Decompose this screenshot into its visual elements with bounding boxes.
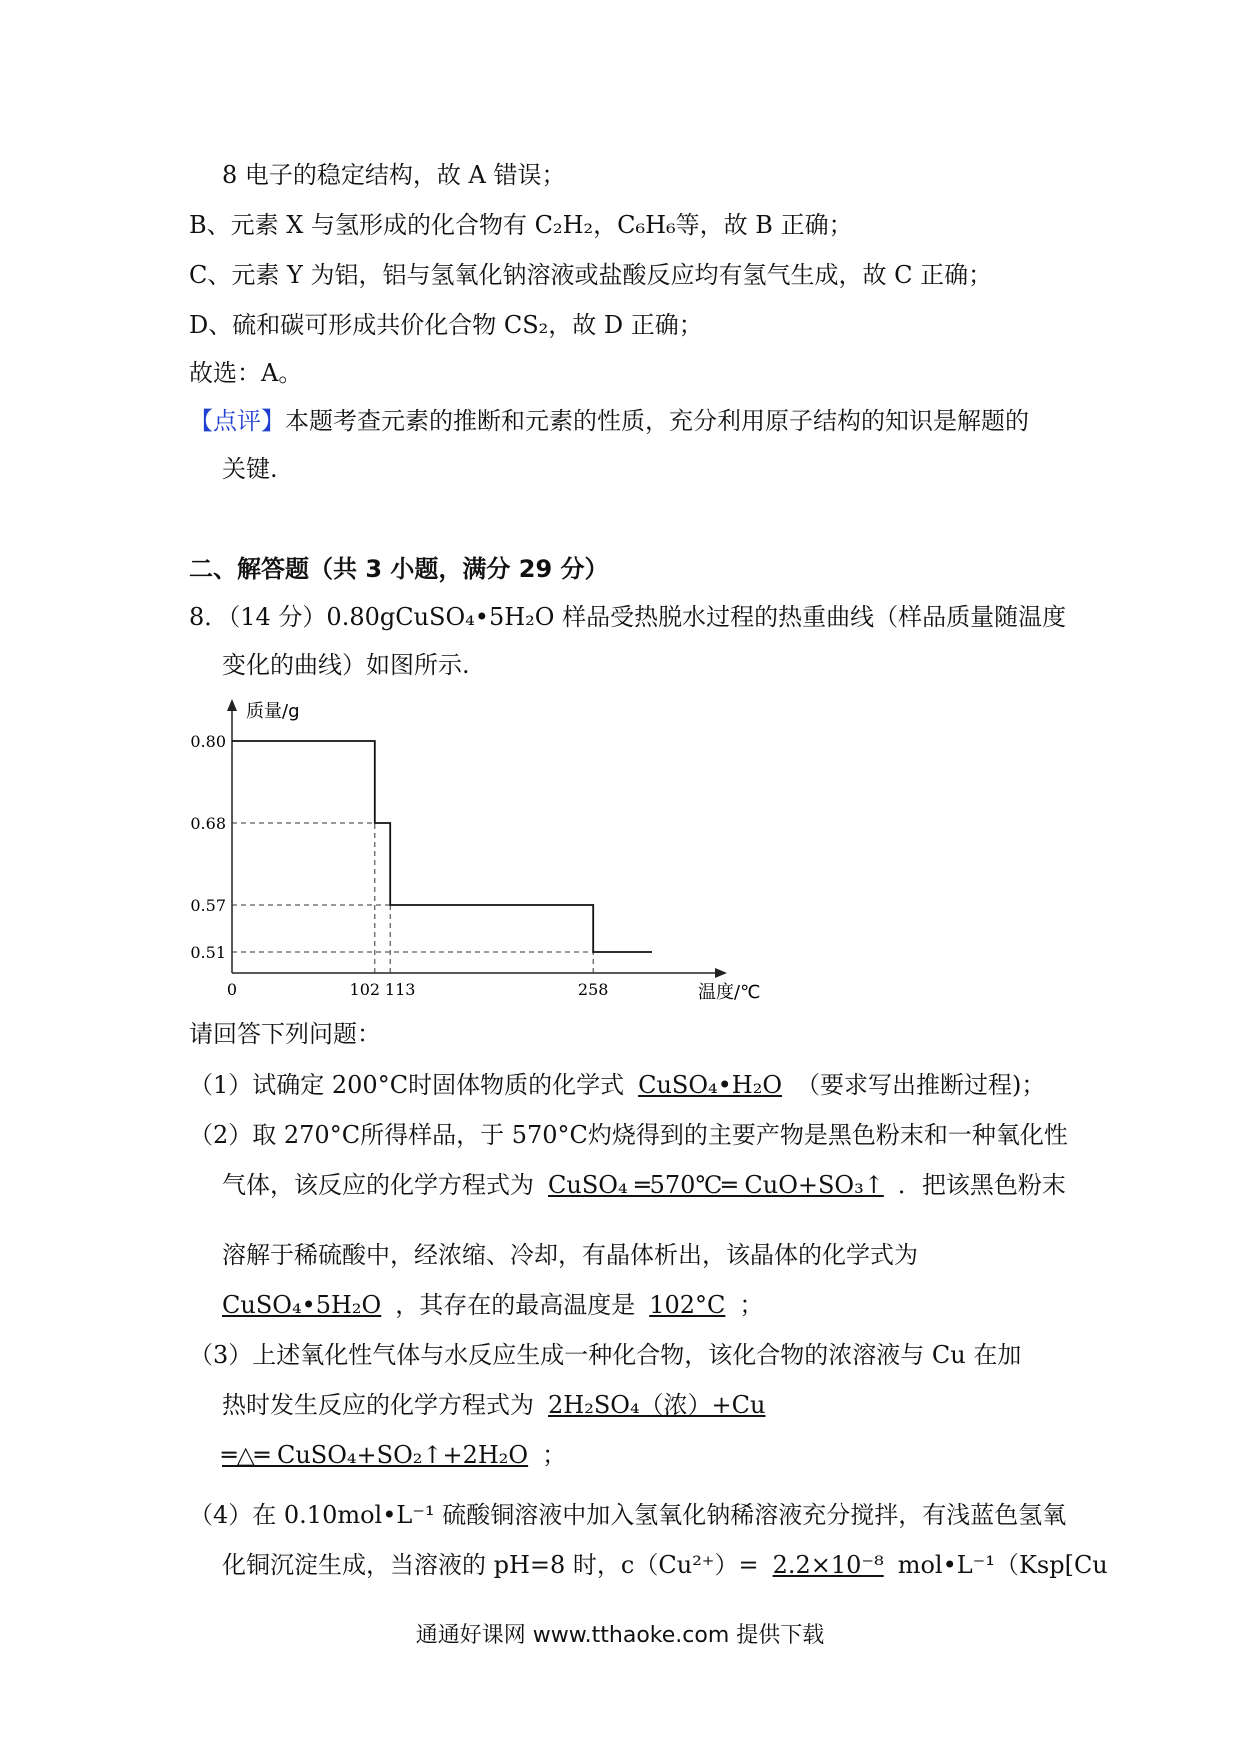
review-tag: 【点评】 (189, 407, 285, 435)
part4-text: 化铜沉淀生成，当溶液的 pH=8 时，c（Cu²⁺）= (222, 1551, 759, 1579)
x-tick-label: 113 (384, 980, 416, 999)
review-text: 本题考查元素的推断和元素的性质，充分利用原子结构的知识是解题的 (285, 407, 1029, 435)
part4-answer: 2.2×10⁻⁸ (772, 1551, 884, 1579)
x-axis-label: 温度/℃ (698, 982, 761, 1003)
y-tick-label: 0.51 (190, 943, 226, 962)
part1-answer: CuSO₄•H₂O (638, 1071, 783, 1099)
x-axis-arrow (715, 968, 727, 978)
part3-answer: 2H₂SO₄（浓）+Cu (548, 1391, 766, 1419)
part4-text: mol•L⁻¹（Ksp[Cu (897, 1551, 1108, 1579)
part1-text: （1）试确定 200°C时固体物质的化学式 (189, 1071, 625, 1099)
page-footer: 通通好课网 www.tthaoke.com 提供下载 (415, 1623, 825, 1648)
part2-answer: CuSO₄•5H₂O (222, 1291, 382, 1319)
answer-line (222, 1548, 1108, 1582)
answer-line (222, 1438, 566, 1472)
text-line: （4）在 0.10mol•L⁻¹ 硫酸铜溶液中加入氢氧化钠稀溶液充分搅拌，有浅蓝色氢氧 (189, 1501, 1067, 1529)
answer-line (222, 1388, 780, 1422)
text-line: （2）取 270°C所得样品，于 570°C灼烧得到的主要产物是黑色粉末和一种氧化性 (189, 1121, 1068, 1149)
y-axis-arrow (227, 699, 237, 711)
part2-text: ； (739, 1291, 764, 1319)
text-line: 关键. (222, 455, 278, 483)
part2-text: ，其存在的最高温度是 (395, 1291, 636, 1319)
part2-text: 气体，该反应的化学方程式为 (222, 1171, 534, 1199)
text-line: 请回答下列问题： (189, 1020, 381, 1048)
text-line: （3）上述氧化性气体与水反应生成一种化合物，该化合物的浓溶液与 Cu 在加 (189, 1341, 1022, 1369)
x-tick-label: 102 (349, 980, 381, 999)
part3-text: 热时发生反应的化学方程式为 (222, 1391, 534, 1419)
y-tick-label: 0.68 (190, 814, 226, 833)
mass-curve (232, 741, 652, 952)
review-line (189, 404, 1029, 438)
part1-text: （要求写出推断过程)； (796, 1071, 1046, 1099)
x-tick-label: 0 (226, 980, 238, 999)
answer-line (222, 1168, 1066, 1202)
part3-answer: ═△═ CuSO₄+SO₂↑+2H₂O (222, 1441, 529, 1469)
answer-line (189, 1068, 1045, 1102)
thermogravimetric-chart (190, 695, 790, 1005)
y-tick-label: 0.80 (190, 732, 226, 751)
answer-line (222, 1288, 763, 1322)
y-tick-label: 0.57 (190, 896, 226, 915)
part2-answer: 102°C (649, 1291, 726, 1319)
part2-answer: CuSO₄ ═570℃═ CuO+SO₃↑ (548, 1171, 884, 1199)
text-line: D、硫和碳可形成共价化合物 CS₂，故 D 正确； (189, 311, 703, 339)
question-text: 8．（14 分）0.80gCuSO₄•5H₂O 样品受热脱水过程的热重曲线（样品质量随温度 (189, 603, 1067, 631)
text-line: 故选：A。 (189, 359, 303, 387)
part2-text: ．把该黑色粉末 (897, 1171, 1066, 1199)
question-text: 变化的曲线）如图所示. (222, 651, 470, 679)
x-tick-label: 258 (577, 980, 609, 999)
text-line: 溶解于稀硫酸中，经浓缩、冷却，有晶体析出，该晶体的化学式为 (222, 1241, 918, 1269)
text-line: B、元素 X 与氢形成的化合物有 C₂H₂，C₆H₆等，故 B 正确； (189, 211, 853, 239)
text-line: 8 电子的稳定结构，故 A 错误； (222, 161, 566, 189)
y-axis-label: 质量/g (246, 701, 300, 722)
section-heading: 二、解答题（共 3 小题，满分 29 分） (189, 555, 609, 583)
text-line: C、元素 Y 为铝，铝与氢氧化钠溶液或盐酸反应均有氢气生成，故 C 正确； (189, 261, 993, 289)
part3-text: ； (542, 1441, 567, 1469)
